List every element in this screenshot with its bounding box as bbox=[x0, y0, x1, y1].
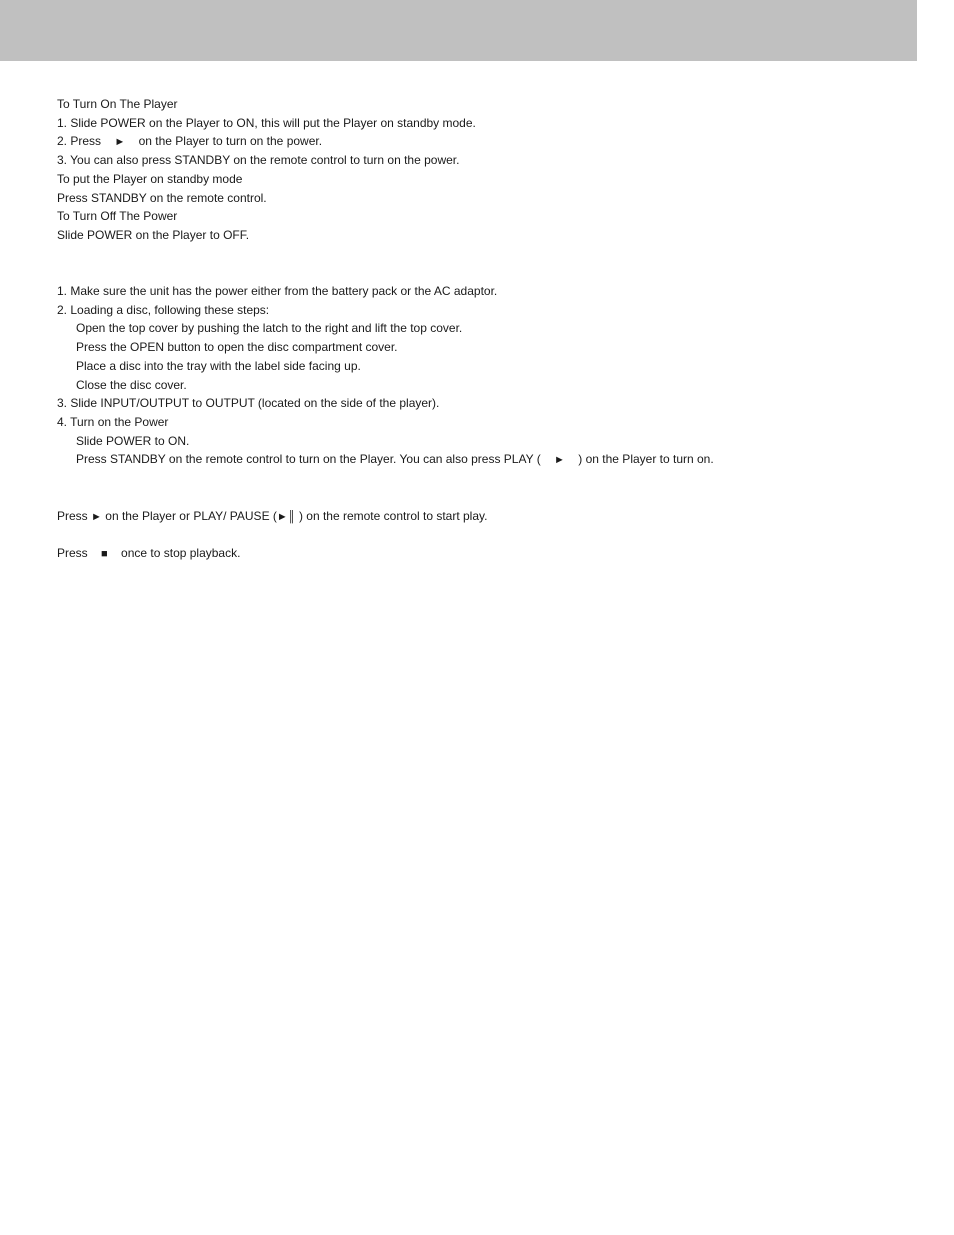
power-step-2 bbox=[57, 134, 322, 149]
load-substep-standby bbox=[76, 452, 714, 467]
play-instruction bbox=[57, 509, 487, 524]
heading-turn-off: To Turn Off The Power bbox=[57, 209, 178, 223]
power-step-2-prefix: 2. Press bbox=[57, 134, 102, 148]
turn-off-text: Slide POWER on the Player to OFF. bbox=[57, 228, 250, 242]
load-substep-slide-power: Slide POWER to ON. bbox=[76, 434, 190, 448]
load-step-1: 1. Make sure the unit has the power either from the battery pack or the AC adaptor. bbox=[57, 284, 498, 298]
play-pause-icon: ►║ bbox=[276, 511, 296, 523]
standby-text: Press STANDBY on the remote control. bbox=[57, 191, 267, 205]
load-substep-press-open: Press the OPEN button to open the disc compartment cover. bbox=[76, 340, 398, 354]
stop-suffix: once to stop playback. bbox=[121, 546, 241, 560]
power-step-3: 3. You can also press STANDBY on the remote control to turn on the power. bbox=[57, 153, 460, 167]
play-icon: ► bbox=[114, 136, 126, 148]
load-step-2: 2. Loading a disc, following these steps: bbox=[57, 303, 270, 317]
power-step-2-suffix: on the Player to turn on the power. bbox=[138, 134, 323, 148]
header-band bbox=[0, 0, 917, 61]
play-icon: ► bbox=[91, 511, 102, 523]
stop-instruction bbox=[57, 546, 240, 561]
stop-icon: ■ bbox=[101, 548, 108, 560]
load-substep-standby-prefix: Press STANDBY on the remote control to turn on the Player. You can also press PLAY ( bbox=[76, 452, 541, 466]
load-substep-place-disc: Place a disc into the tray with the label side facing up. bbox=[76, 359, 361, 373]
load-step-3: 3. Slide INPUT/OUTPUT to OUTPUT (located on the side of the player). bbox=[57, 396, 440, 410]
play-prefix: Press bbox=[57, 509, 88, 523]
play-middle: on the Player or PLAY/ PAUSE ( bbox=[105, 509, 277, 523]
load-substep-close-cover: Close the disc cover. bbox=[76, 378, 187, 392]
heading-turn-on: To Turn On The Player bbox=[57, 97, 178, 111]
play-suffix: ) on the remote control to start play. bbox=[298, 509, 488, 523]
stop-prefix: Press bbox=[57, 546, 88, 560]
play-icon: ► bbox=[554, 454, 565, 466]
power-step-1: 1. Slide POWER on the Player to ON, this will put the Player on standby mode. bbox=[57, 116, 476, 130]
load-substep-open-cover: Open the top cover by pushing the latch to the right and lift the top cover. bbox=[76, 321, 463, 335]
load-substep-standby-suffix: ) on the Player to turn on. bbox=[578, 452, 714, 466]
heading-standby: To put the Player on standby mode bbox=[57, 172, 243, 186]
load-step-4: 4. Turn on the Power bbox=[57, 415, 169, 429]
